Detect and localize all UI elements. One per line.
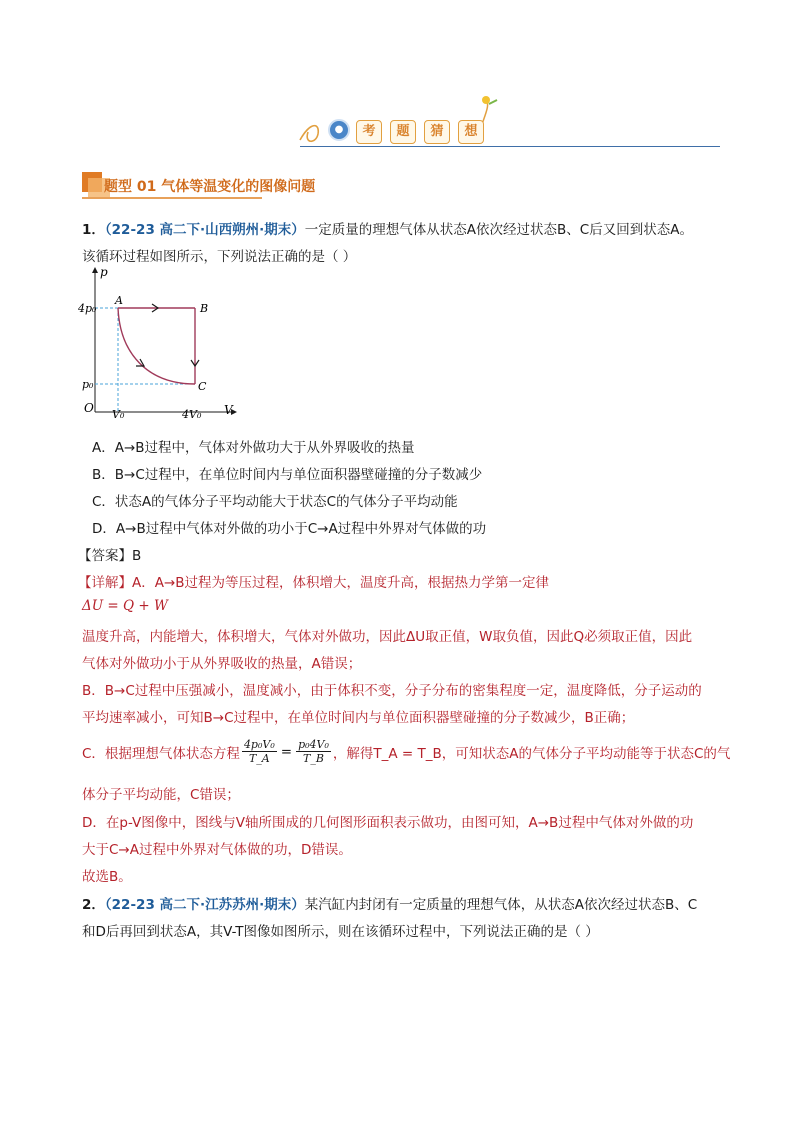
banner-char-2: 题: [390, 120, 416, 144]
path-ca: [118, 308, 195, 384]
q1-source: （22-23 高二下·山西朔州·期末）: [104, 222, 305, 238]
q2-number: 2．: [82, 897, 105, 913]
label-4p0: 4p₀: [78, 302, 97, 315]
q1-stem2: 该循环过程如图所示，下列说法正确的是（ ）: [82, 249, 357, 265]
q1-option-a: A．A→B过程中，气体对外做功大于从外界吸收的热量: [92, 440, 415, 456]
banner-circle-icon: ●: [328, 119, 350, 141]
q2-stem-line1: [82, 893, 697, 913]
q1-number: 1．: [82, 222, 105, 238]
q1-detail-9: D．在p-V图像中，图线与V轴所围成的几何图形面积表示做功，由图可知，A→B过程中气体对外做的功: [82, 815, 694, 831]
label-v: V: [224, 403, 233, 417]
q2-stem2: 和D后再回到状态A，其V-T图像如图所示，则在该循环过程中，下列说法正确的是（ ）: [82, 924, 599, 940]
q1-detail-5: 平均速率减小，可知B→C过程中，在单位时间内与单位面积器壁碰撞的分子数减少，B正确；: [82, 710, 635, 726]
q1-detail-1: ΔU = Q + W: [82, 598, 168, 614]
q1-detail-7: ，解得T_A = T_B，可知状态A的气体分子平均动能等于状态C的气: [332, 745, 731, 762]
q1-option-c: C．状态A的气体分子平均动能大于状态C的气体分子平均动能: [92, 494, 458, 510]
q1-detail-0: A．A→B过程为等压过程，体积增大，温度升高，根据热力学第一定律: [132, 575, 550, 591]
q1-detail-equation-line: [82, 738, 730, 765]
q1-stem-line1: [82, 218, 693, 238]
q1-detail-6: C．根据理想气体状态方程: [82, 745, 240, 762]
q1-frac2-num: p₀4V₀: [298, 738, 329, 751]
q1-frac2: [296, 738, 331, 765]
banner-char-3: 猜: [424, 120, 450, 144]
label-p: p: [100, 265, 108, 279]
q1-detail-4: B．B→C过程中压强减小，温度减小，由于体积不变，分子分布的密集程度一定，温度降低，分子运动的: [82, 683, 702, 699]
q2-source: （22-23 高二下·江苏苏州·期末）: [104, 897, 305, 913]
q1-stem1: 一定质量的理想气体从状态A依次经过状态B、C后又回到状态A。: [304, 222, 693, 238]
q1-option-d: D．A→B过程中气体对外做的功小于C→A过程中外界对气体做的功: [92, 521, 487, 537]
q1-pv-figure: [78, 262, 248, 420]
section-underline: [82, 197, 262, 199]
banner-rule: [300, 146, 720, 147]
label-c: C: [198, 380, 207, 393]
q1-detail-8: 体分子平均动能，C错误；: [82, 787, 240, 803]
q1-detail-11: 故选B。: [82, 869, 132, 885]
banner-char-4: 想: [458, 120, 484, 144]
q1-frac1-den: T_A: [248, 752, 270, 765]
q1-detail-line1: [78, 571, 549, 591]
label-a: A: [115, 294, 123, 307]
q1-option-b: B．B→C过程中，在单位时间内与单位面积器壁碰撞的分子数减少: [92, 467, 483, 483]
banner-char-1: 考: [356, 120, 382, 144]
q1-detail-2: 温度升高，内能增大，体积增大，气体对外做功，因此ΔU取正值，W取负值，因此Q必须取正值，因此: [82, 629, 693, 645]
q1-detail-10: 大于C→A过程中外界对气体做的功，D错误。: [82, 842, 352, 858]
q1-frac1: [242, 738, 277, 765]
q2-stem1: 某汽缸内封闭有一定质量的理想气体，从状态A依次经过状态B、C: [304, 897, 698, 913]
label-v0: V₀: [112, 408, 125, 420]
label-b: B: [200, 302, 209, 315]
q1-frac1-num: 4p₀V₀: [243, 738, 275, 751]
q1-frac2-den: T_B: [303, 752, 324, 765]
q1-eq-sign: =: [280, 743, 293, 760]
label-o: O: [84, 401, 94, 415]
q1-answer: 【答案】B: [78, 548, 142, 564]
label-4v0: 4V₀: [182, 408, 202, 420]
label-p0: p₀: [82, 378, 94, 391]
q1-detail-label: 【详解】: [78, 575, 132, 591]
q1-detail-3: 气体对外做功小于从外界吸收的热量，A错误；: [82, 656, 362, 672]
section-title: 题型 01 气体等温变化的图像问题: [104, 179, 316, 195]
